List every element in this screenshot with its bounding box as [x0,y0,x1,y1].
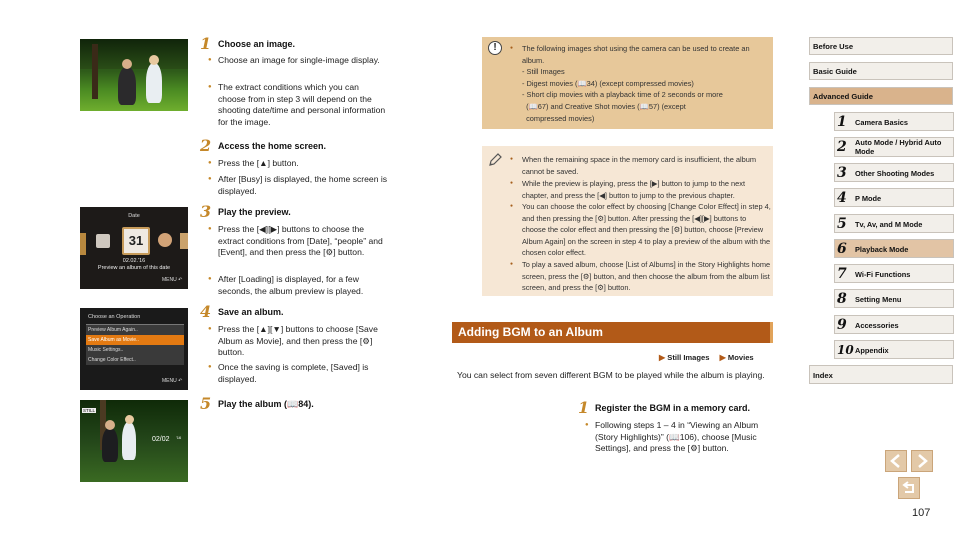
chapter-number: 8 [837,291,847,307]
chapter-number: 7 [837,266,847,282]
chapter-label: Accessories [855,321,899,330]
step-2-title: Access the home screen. [218,141,327,151]
nav-advanced-guide[interactable]: Advanced Guide [809,87,953,105]
section-tags [659,353,754,362]
chapter-label: Other Shooting Modes [855,169,935,178]
step-3-title: Play the preview. [218,207,291,217]
next-page-button[interactable] [911,450,933,472]
step-4-bullet: ● Once the saving is complete, [Saved] is displayed. [208,362,392,385]
step-1-bullet: ● Choose an image for single-image display. [208,55,388,67]
nav-chapter-6[interactable] [834,239,954,258]
step-2-bullet: ● After [Busy] is displayed, the home screen is displayed. [208,174,388,197]
tag-movies: Movies [727,353,754,362]
play-date-text: 02/02 [152,436,170,443]
operation-screen-photo [80,308,188,390]
note-box [482,146,773,296]
step-3-bullet: ● Press the [◀][▶] buttons to choose the extract conditions from [Date], “people” and [Event], and then press the [⚙] button. [208,224,392,259]
section-title: Adding BGM to an Album [458,325,603,339]
chapter-number: 1 [837,114,847,130]
return-button[interactable] [898,477,920,499]
operation-title: Choose an Operation [88,314,141,320]
bgm-step-1-bullet: ● Following steps 1 – 4 in “Viewing an Album (Story Highlights)” (📖106), choose [Music Settings], and press the [⚙] button. [585,420,773,455]
nav-chapter-3[interactable] [834,163,954,182]
calendar-icon [122,227,150,255]
chapter-label: Camera Basics [855,118,909,127]
nav-chapter-9[interactable] [834,315,954,334]
next-page-icon [912,451,932,471]
calendar-day: 31 [128,233,144,248]
operation-item: Music Settings.. [86,345,184,355]
caution-icon: ! [488,41,502,55]
note-item: ● You can choose the color effect by choosing [Change Color Effect] in step 4, and then pressing the [⚙] button. After pressing the [◀][▶] buttons to choose the color effect and then pressing the [⚙] button, choose [Preview Album Again] on the screen in step 4 to play a preview of the album with the chosen color effect. [510,201,772,259]
section-intro: You can select from seven different BGM to be played while the album is playing. [457,370,765,380]
chapter-label: Wi-Fi Functions [855,270,911,279]
nav-chapter-1[interactable] [834,112,954,131]
bgm-step-1-title: Register the BGM in a memory card. [595,403,751,413]
play-date-suffix: '16 [176,435,182,440]
nav-index[interactable]: Index [809,365,953,384]
step1-photo [80,39,188,111]
chapter-number: 10 [837,343,854,357]
nav-chapter-7[interactable] [834,264,954,283]
tag-arrow-icon: ▶ [719,353,726,362]
chapter-label: Setting Menu [855,295,902,304]
nav-before-use[interactable]: Before Use [809,37,953,55]
nav-chapter-4[interactable] [834,188,954,207]
caution-box [482,37,773,129]
step-2-number: 2 [200,136,212,155]
prev-page-icon [886,451,906,471]
menu-back-label: MENU ↶ [162,277,183,283]
chapter-number: 5 [837,216,847,232]
step-1-number: 1 [200,34,212,53]
chapter-label: Appendix [855,346,889,355]
tag-still-images: Still Images [667,353,710,362]
section-title-bar [452,322,773,343]
step-1-title: Choose an image. [218,39,296,49]
step-3-bullet: ● After [Loading] is displayed, for a few seconds, the album preview is played. [208,274,392,297]
step-5-number: 5 [200,394,212,413]
chapter-label: Auto Mode / Hybrid Auto Mode [855,138,942,156]
calendar-small-icon [96,234,110,248]
screen-date-label: Date [128,213,140,219]
caution-line: - Short clip movies with a playback time of 2 seconds or more [522,90,723,99]
nav-chapter-2[interactable] [834,137,954,157]
date-screen-photo [80,207,188,289]
caution-line: - Digest movies (📖34) (except compressed movies) [522,79,694,88]
chapter-number: 6 [837,241,847,257]
caution-line: - Still Images [522,67,565,76]
step-1-bullet: ● The extract conditions which you can choose from in step 3 will depend on the shooting date/time and personal information for the image. [208,82,388,128]
page-number: 107 [912,507,931,519]
screen-date-text: 02.02.'16 [122,258,146,264]
bgm-step-1-number: 1 [578,398,590,417]
album-play-photo [80,400,188,482]
chapter-number: 2 [837,139,847,155]
chapter-number: 9 [837,317,847,333]
chapter-label: Playback Mode [855,245,909,254]
caution-intro: ● The following images shot using the camera can be used to create an album. [510,43,762,66]
screen-date-caption: Preview an album of this date [97,265,171,271]
chapter-number: 4 [837,190,847,206]
menu-back-label: MENU ↶ [162,378,183,384]
operation-item: Preview Album Again.. [86,325,184,335]
caution-line: compressed movies) [522,114,595,123]
step-3-number: 3 [200,202,212,221]
step-2-bullet: ● Press the [▲] button. [208,158,388,170]
chapter-number: 3 [837,165,847,181]
nav-basic-guide[interactable]: Basic Guide [809,62,953,80]
note-item: ● When the remaining space in the memory card is insufficient, the album cannot be saved. [510,154,772,177]
nav-chapter-8[interactable] [834,289,954,308]
chapter-label: Tv, Av, and M Mode [855,220,923,229]
operation-item: Change Color Effect.. [86,355,184,365]
prev-page-button[interactable] [885,450,907,472]
step-5-title: Play the album (📖84). [218,399,314,409]
step-4-bullet: ● Press the [▲][▼] buttons to choose [Save Album as Movie], and then press the [⚙] button. [208,324,392,359]
nav-chapter-10[interactable] [834,340,954,359]
step-4-number: 4 [200,302,212,321]
nav-chapter-5[interactable] [834,214,954,233]
note-item: ● To play a saved album, choose [List of Albums] in the Story Highlights home screen, press the [⚙] button, and then choose the album from the album list screen, and press the [⚙] button. [510,259,772,294]
return-icon [899,478,919,498]
still-badge: STILL [83,408,96,413]
face-icon [158,233,172,247]
pencil-note-icon [487,152,503,168]
tag-arrow-icon: ▶ [659,353,666,362]
note-item: ● While the preview is playing, press the [▶] button to jump to the next chapter, and press the [◀] button to jump to the previous chapter. [510,178,772,201]
step-4-title: Save an album. [218,307,284,317]
chapter-label: P Mode [855,194,882,203]
operation-item-selected: Save Album as Movie.. [86,335,184,345]
caution-line: (📖67) and Creative Shot movies (📖57) (except [522,102,686,111]
